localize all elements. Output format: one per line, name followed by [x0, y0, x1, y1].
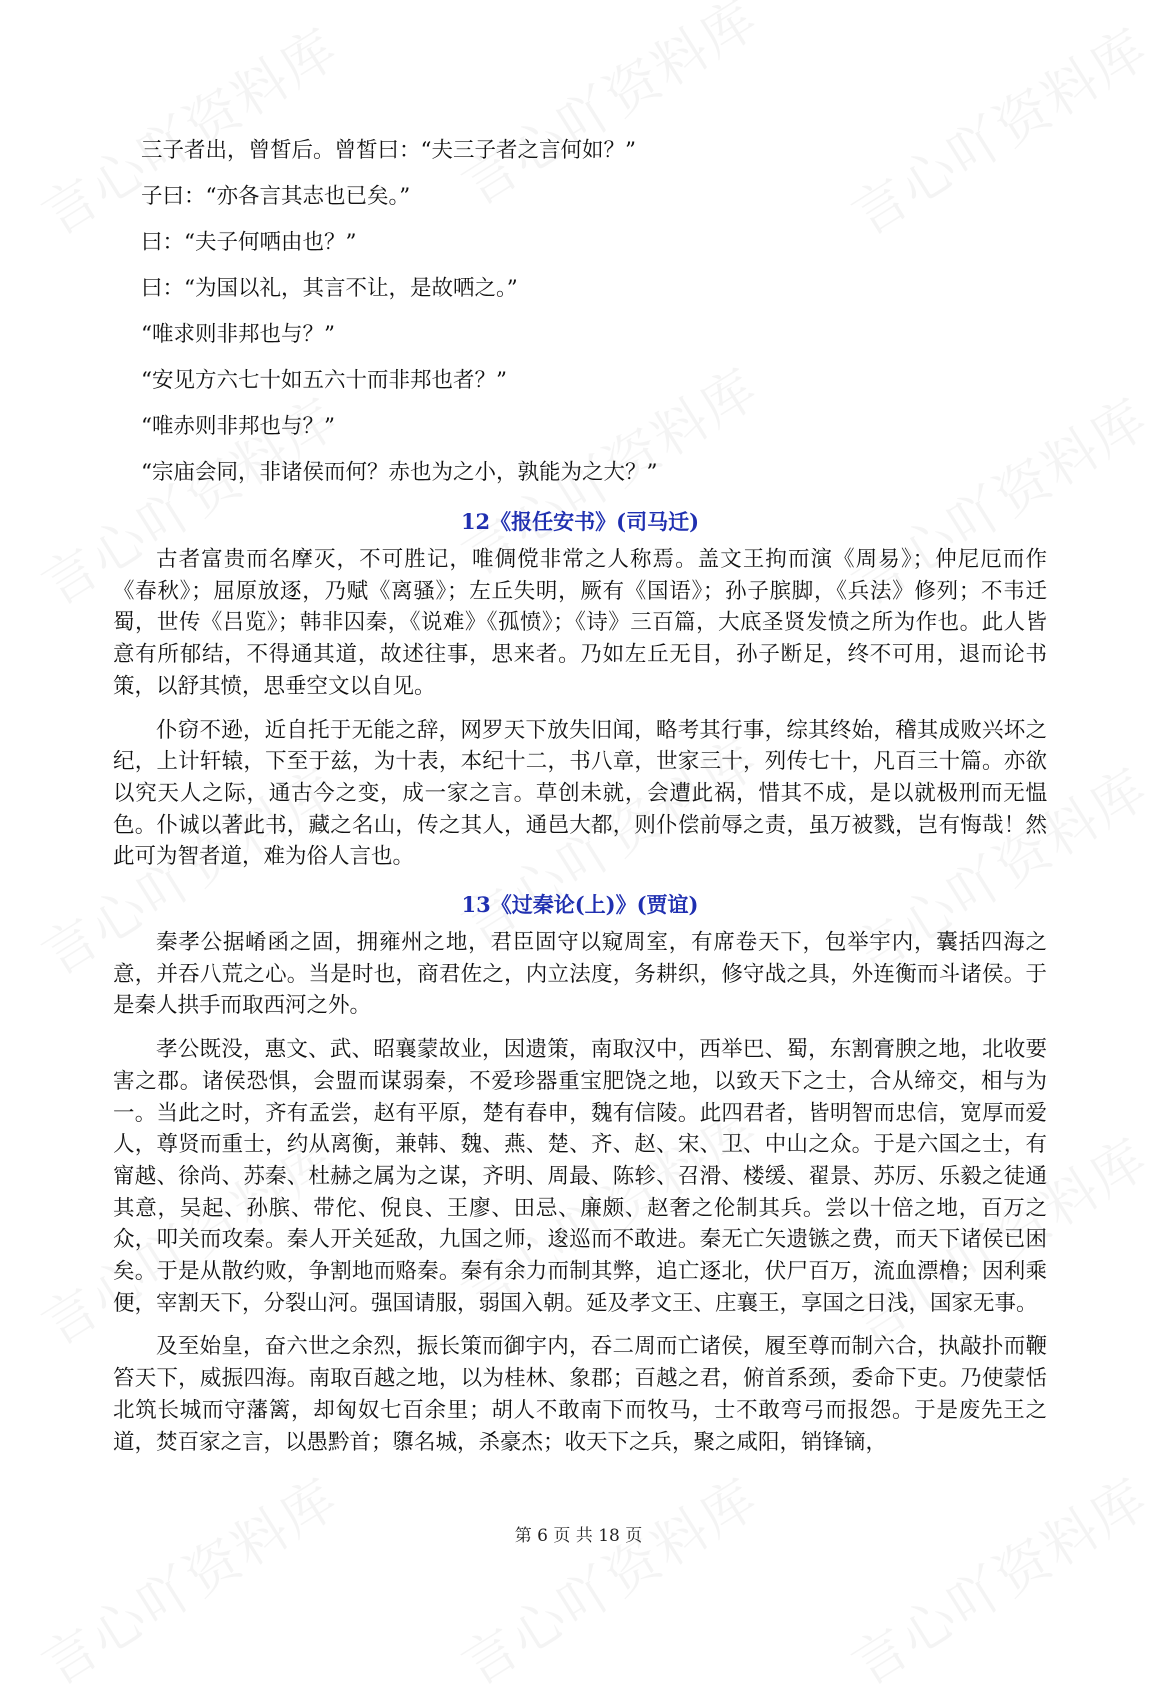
dialogue-line: 曰：“夫子何哂由也？”	[141, 230, 357, 255]
paragraph: 及至始皇，奋六世之余烈，振长策而御宇内，吞二周而亡诸侯，履至尊而制六合，执敲扑而鞭笞天下，威振四海。南取百越之地，以为桂林、象郡；百越之君，俯首系颈，委命下吏。乃使蒙恬北筑长城而守藩篱，却匈奴七百余里；胡人不敢南下而牧马，士不敢弯弓而报怨。于是废先王之道，焚百家之言，以愚黔首；隳名城，杀豪杰；收天下之兵，聚之咸阳，销锋镝，	[113, 1334, 1047, 1455]
dialogue-block	[113, 128, 1047, 496]
paragraph: 仆窃不逊，近自托于无能之辞，网罗天下放失旧闻，略考其行事，综其终始，稽其成败兴坏之纪，上计轩辕，下至于兹，为十表，本纪十二，书八章，世家三十，列传七十，凡百三十篇。亦欲以究天人之际，通古今之变，成一家之言。草创未就，会遭此祸，惜其不成，是以就极刑而无愠色。仆诚以著此书，藏之名山，传之其人，通邑大都，则仆偿前辱之责，虽万被戮，岂有悔哉！然此可为智者道，难为俗人言也。	[113, 717, 1047, 870]
dialogue-line: “唯求则非邦也与？”	[141, 322, 335, 347]
dialogue-line: “安见方六七十如五六十而非邦也者？”	[141, 368, 507, 393]
dialogue-line: 三子者出，曾皙后。曾皙曰：“夫三子者之言何如？”	[141, 138, 636, 163]
paragraph: 孝公既没，惠文、武、昭襄蒙故业，因遗策，南取汉中，西举巴、蜀，东割膏腴之地，北收要害之郡。诸侯恐惧，会盟而谋弱秦，不爱珍器重宝肥饶之地，以致天下之士，合从缔交，相与为一。当此之时，齐有孟尝，赵有平原，楚有春申，魏有信陵。此四君者，皆明智而忠信，宽厚而爱人，尊贤而重士，约从离衡，兼韩、魏、燕、楚、齐、赵、宋、卫、中山之众。于是六国之士，有甯越、徐尚、苏秦、杜赫之属为之谋，齐明、周最、陈轸、召滑、楼缓、翟景、苏厉、乐毅之徒通其意，吴起、孙膑、带佗、倪良、王廖、田忌、廉颇、赵奢之伦制其兵。尝以十倍之地，百万之众，叩关而攻秦。秦人开关延敌，九国之师，逡巡而不敢进。秦无亡矢遗镞之费，而天下诸侯已困矣。于是从散约败，争割地而赂秦。秦有余力而制其弊，追亡逐北，伏尸百万，流血漂橹；因利乘便，宰割天下，分裂山河。强国请服，弱国入朝。延及孝文王、庄襄王，享国之日浅，国家无事。	[113, 1037, 1047, 1316]
dialogue-line: 曰：“为国以礼，其言不让，是故哂之。”	[141, 276, 518, 301]
watermark	[445, 1457, 771, 1700]
watermark	[25, 1457, 351, 1700]
paragraph: 秦孝公据崤函之固，拥雍州之地，君臣固守以窥周室，有席卷天下，包举宇内，囊括四海之意，并吞八荒之心。当是时也，商君佐之，内立法度，务耕织，修守战之具，外连衡而斗诸侯。于是秦人拱手而取西河之外。	[113, 930, 1047, 1019]
section-heading: 13《过秦论(上)》(贾谊)	[461, 892, 699, 918]
dialogue-line: “宗庙会同，非诸侯而何？赤也为之小，孰能为之大？”	[141, 460, 658, 485]
page-footer: 第 6 页 共 18 页	[514, 1526, 643, 1546]
paragraph: 古者富贵而名摩灭，不可胜记，唯倜傥非常之人称焉。盖文王拘而演《周易》；仲尼厄而作《春秋》；屈原放逐，乃赋《离骚》；左丘失明，厥有《国语》；孙子膑脚，《兵法》修列；不韦迁蜀，世传《吕览》；韩非囚秦，《说难》《孤愤》；《诗》三百篇，大底圣贤发愤之所为作也。此人皆意有所郁结，不得通其道，故述往事，思来者。乃如左丘无目，孙子断足，终不可用，退而论书策，以舒其愤，思垂空文以自见。	[113, 547, 1047, 699]
section-heading: 12《报任安书》(司马迁)	[460, 509, 700, 534]
dialogue-line: “唯赤则非邦也与？”	[141, 414, 335, 439]
dialogue-line: 子曰：“亦各言其志也已矣。”	[141, 184, 411, 209]
watermark	[835, 1457, 1157, 1700]
document-page	[113, 128, 1047, 1470]
